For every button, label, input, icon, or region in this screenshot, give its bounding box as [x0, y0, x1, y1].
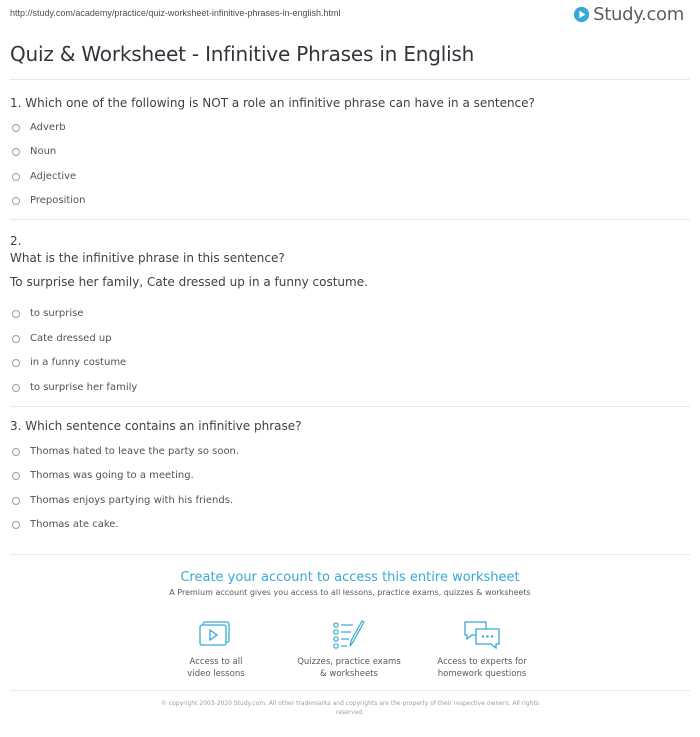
feature-video-lessons	[151, 620, 281, 680]
radio-icon[interactable]	[12, 148, 20, 156]
q1-option-4[interactable]	[12, 195, 86, 206]
study-logo-icon	[573, 6, 590, 23]
create-account-link[interactable]: Create your account to access this entire worksheet	[180, 570, 520, 585]
q3-option-4[interactable]	[12, 519, 119, 530]
feature-label: Access to all	[189, 657, 243, 667]
question-divider	[10, 406, 690, 407]
radio-icon[interactable]	[12, 448, 20, 456]
q1-option-2[interactable]	[12, 146, 56, 157]
cta-subtitle: A Premium account gives you access to all lessons, practice exams, quizzes & worksheets	[169, 588, 531, 597]
q1-option-3[interactable]	[12, 171, 76, 182]
q2-option-4[interactable]	[12, 382, 137, 393]
copyright-line: reserved.	[335, 709, 365, 716]
question-3-text: 3. Which sentence contains an infinitive phrase?	[10, 419, 302, 433]
radio-icon[interactable]	[12, 497, 20, 505]
radio-icon[interactable]	[12, 359, 20, 367]
q2-option-1[interactable]	[12, 308, 83, 319]
option-label: to surprise her family	[30, 382, 138, 393]
chat-bubbles-icon	[462, 620, 502, 650]
option-label: Thomas ate cake.	[30, 519, 119, 530]
radio-icon[interactable]	[12, 173, 20, 181]
footer-divider	[10, 690, 690, 691]
feature-quizzes	[284, 620, 414, 680]
question-divider	[10, 219, 690, 220]
q1-option-1[interactable]	[12, 122, 66, 133]
feature-experts	[417, 620, 547, 680]
option-label: Cate dressed up	[30, 333, 112, 344]
radio-icon[interactable]	[12, 124, 20, 132]
q3-option-1[interactable]	[12, 446, 239, 457]
option-label: to surprise	[30, 308, 84, 319]
copyright-line: © copyright 2003-2020 Study.com. All other trademarks and copyrights are the property of their respective owners. All rights	[161, 700, 539, 707]
page-url: http://study.com/academy/practice/quiz-worksheet-infinitive-phrases-in-english.html	[10, 8, 341, 18]
question-2-sentence: To surprise her family, Cate dressed up in a funny costume.	[10, 275, 368, 289]
feature-label: & worksheets	[320, 669, 378, 679]
radio-icon[interactable]	[12, 335, 20, 343]
radio-icon[interactable]	[12, 310, 20, 318]
option-label: Thomas hated to leave the party so soon.	[30, 446, 240, 457]
feature-label: video lessons	[187, 669, 245, 679]
copyright-footer	[120, 699, 580, 717]
title-divider	[10, 79, 690, 80]
option-label: Adverb	[30, 122, 66, 133]
quiz-worksheet-icon	[331, 620, 367, 650]
option-label: Noun	[30, 146, 57, 157]
radio-icon[interactable]	[12, 197, 20, 205]
q2-option-2[interactable]	[12, 333, 112, 344]
option-label: in a funny costume	[30, 357, 127, 368]
radio-icon[interactable]	[12, 472, 20, 480]
option-label: Preposition	[30, 195, 86, 206]
question-2-text: What is the infinitive phrase in this sentence?	[10, 251, 285, 265]
radio-icon[interactable]	[12, 521, 20, 529]
feature-label: homework questions	[437, 669, 527, 679]
question-1-text: 1. Which one of the following is NOT a role an infinitive phrase can have in a sentence?	[10, 96, 535, 110]
feature-label: Access to experts for	[437, 657, 527, 667]
study-logo[interactable]	[573, 4, 684, 25]
feature-label: Quizzes, practice exams	[297, 657, 401, 667]
q3-option-2[interactable]	[12, 470, 194, 481]
option-label: Thomas was going to a meeting.	[30, 470, 194, 481]
page-title: Quiz & Worksheet - Infinitive Phrases in English	[10, 42, 475, 66]
q2-option-3[interactable]	[12, 357, 126, 368]
radio-icon[interactable]	[12, 384, 20, 392]
option-label: Adjective	[30, 171, 77, 182]
option-label: Thomas enjoys partying with his friends.	[30, 495, 234, 506]
cta-divider	[10, 554, 690, 555]
q3-option-3[interactable]	[12, 495, 233, 506]
video-lesson-icon	[198, 620, 234, 650]
question-2-number: 2.	[10, 234, 22, 248]
brand-name: Study.com	[593, 4, 684, 25]
